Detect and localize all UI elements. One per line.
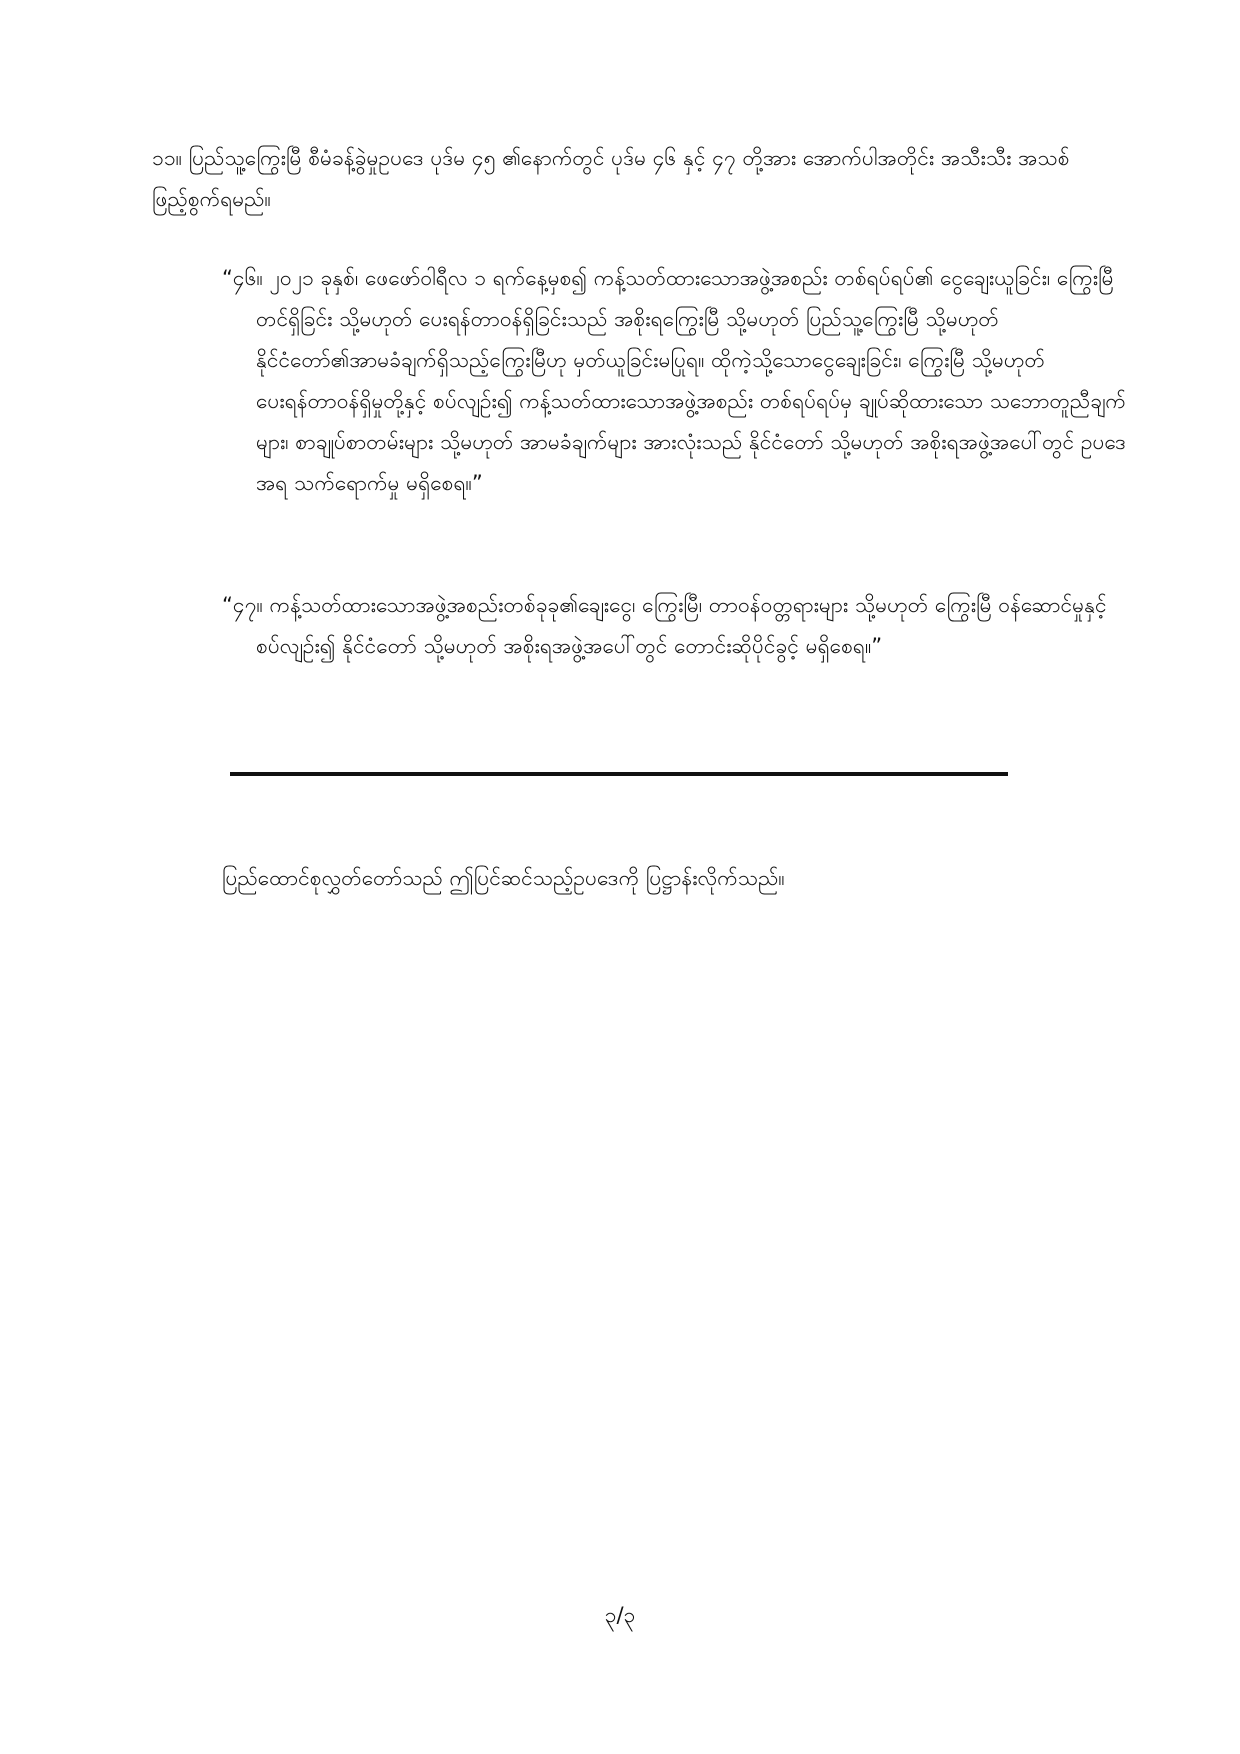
section-11-paragraph: ၁၁။ ပြည်သူ့ကြွေးမြီ စီမံခန့်ခွဲမှုဥပဒေ ပုဒ်မ ၄၅ ၏နောက်တွင် ပုဒ်မ ၄၆ နှင့် ၄၇ တို့အား အောက်ပါအတိုင်း အသီးသီး အသစ်ဖြည့်စွက်ရမည်။ <box>152 146 1070 211</box>
enactment-statement: ပြည်ထောင်စုလွှတ်တော်သည် ဤပြင်ဆင်သည့်ဥပဒေကို ပြဋ္ဌာန်းလိုက်သည်။ <box>222 866 785 890</box>
page-number: ၃/၃ <box>604 1603 636 1627</box>
quoted-section-47: “၄၇။ ကန့်သတ်ထားသောအဖွဲ့အစည်းတစ်ခုခု၏ချေးငွေ၊ ကြွေးမြီ၊ တာဝန်ဝတ္တရားများ သို့မဟုတ် ကြွေးမြီ ဝန်ဆောင်မှုနှင့်စပ်လျဉ်း၍ နိုင်ငံတော် သို့မဟုတ် အစိုးရအဖွဲ့အပေါ်တွင် တောင်းဆိုပိုင်ခွင့် မရှိစေရ။” <box>222 593 1107 658</box>
quoted-section-46: “၄၆။ ၂၀၂၁ ခုနှစ်၊ ဖေဖော်ဝါရီလ ၁ ရက်နေ့မှစ၍ ကန့်သတ်ထားသောအဖွဲ့အစည်း တစ်ရပ်ရပ်၏ ငွေချေးယူခြင်း၊ ကြွေးမြီတင်ရှိခြင်း သို့မဟုတ် ပေးရန်တာဝန်ရှိခြင်းသည် အစိုးရကြွေးမြီ သို့မဟုတ် ပြည်သူ့ကြွေးမြီ သို့မဟုတ် နိုင်ငံတော်၏အာမခံချက်ရှိသည့်ကြွေးမြီဟု မှတ်ယူခြင်းမပြုရ။ ထိုကဲ့သို့သောငွေချေးခြင်း၊ ကြွေးမြီ သို့မဟုတ် ပေးရန်တာဝန်ရှိမှုတို့နှင့် စပ်လျဉ်း၍ ကန့်သတ်ထားသောအဖွဲ့အစည်း တစ်ရပ်ရပ်မှ ချုပ်ဆိုထားသော သဘောတူညီချက်များ၊ စာချုပ်စာတမ်းများ သို့မဟုတ် အာမခံချက်များ အားလုံးသည် နိုင်ငံတော် သို့မဟုတ် အစိုးရအဖွဲ့အပေါ်တွင် ဥပဒေအရ သက်ရောက်မှု မရှိစေရ။” <box>222 266 1127 495</box>
horizontal-divider <box>230 772 1008 776</box>
